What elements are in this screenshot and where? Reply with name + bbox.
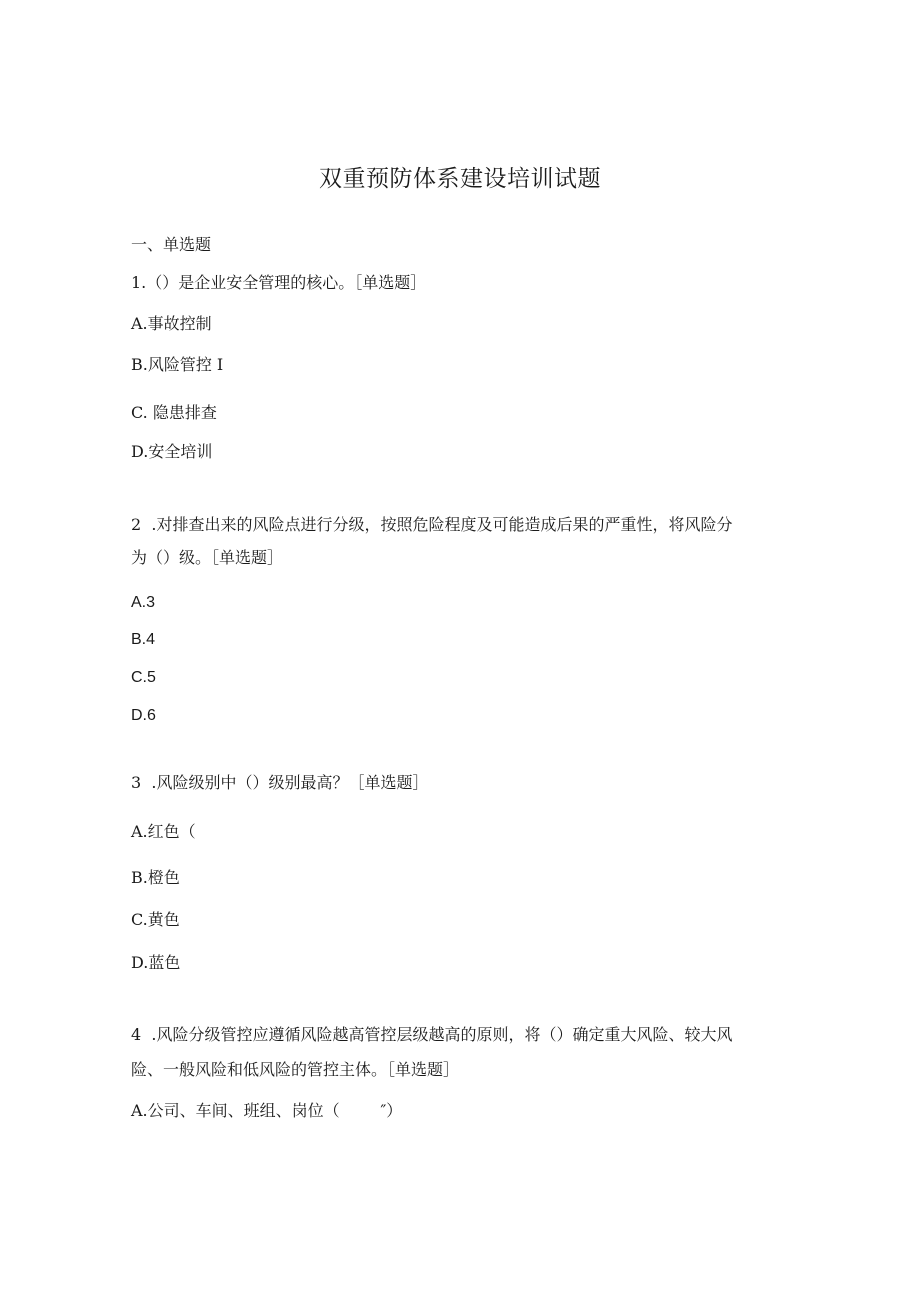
question-2-option-d[interactable]: D.6 xyxy=(131,707,156,724)
question-4-option-a[interactable]: A.公司、车间、班组、岗位（ ″） xyxy=(131,1101,403,1120)
question-2-text-line-1: 2 .对排查出来的风险点进行分级，按照危险程度及可能造成后果的严重性，将风险分 xyxy=(131,515,733,534)
question-3-option-d[interactable]: D.蓝色 xyxy=(131,953,181,972)
question-4-text-line-1: 4 .风险分级管控应遵循风险越高管控层级越高的原则，将（）确定重大风险、较大风 xyxy=(131,1025,733,1044)
question-3-option-c[interactable]: C.黄色 xyxy=(131,910,180,929)
section-heading: 一、单选题 xyxy=(131,235,212,254)
question-1-option-b[interactable]: B.风险管控 I xyxy=(131,355,224,374)
question-1-option-d[interactable]: D.安全培训 xyxy=(131,442,213,461)
page-title: 双重预防体系建设培训试题 xyxy=(319,166,601,192)
question-3-text: 3 .风险级别中（）级别最高？［单选题］ xyxy=(131,773,429,792)
question-2-option-c[interactable]: C.5 xyxy=(131,669,156,686)
question-2-text-line-2: 为（）级。［单选题］ xyxy=(131,548,284,567)
question-2-option-a[interactable]: A.3 xyxy=(131,594,156,611)
question-4-text-line-2: 险、一般风险和低风险的管控主体。［单选题］ xyxy=(131,1060,460,1079)
question-3-option-b[interactable]: B.橙色 xyxy=(131,868,180,887)
question-3-option-a[interactable]: A.红色（ xyxy=(131,822,196,841)
question-2-option-b[interactable]: B.4 xyxy=(131,631,156,648)
question-1-text: 1.（）是企业安全管理的核心。［单选题］ xyxy=(131,273,427,292)
question-1-option-c[interactable]: C. 隐患排查 xyxy=(131,403,217,422)
question-1-option-a[interactable]: A.事故控制 xyxy=(131,314,212,333)
